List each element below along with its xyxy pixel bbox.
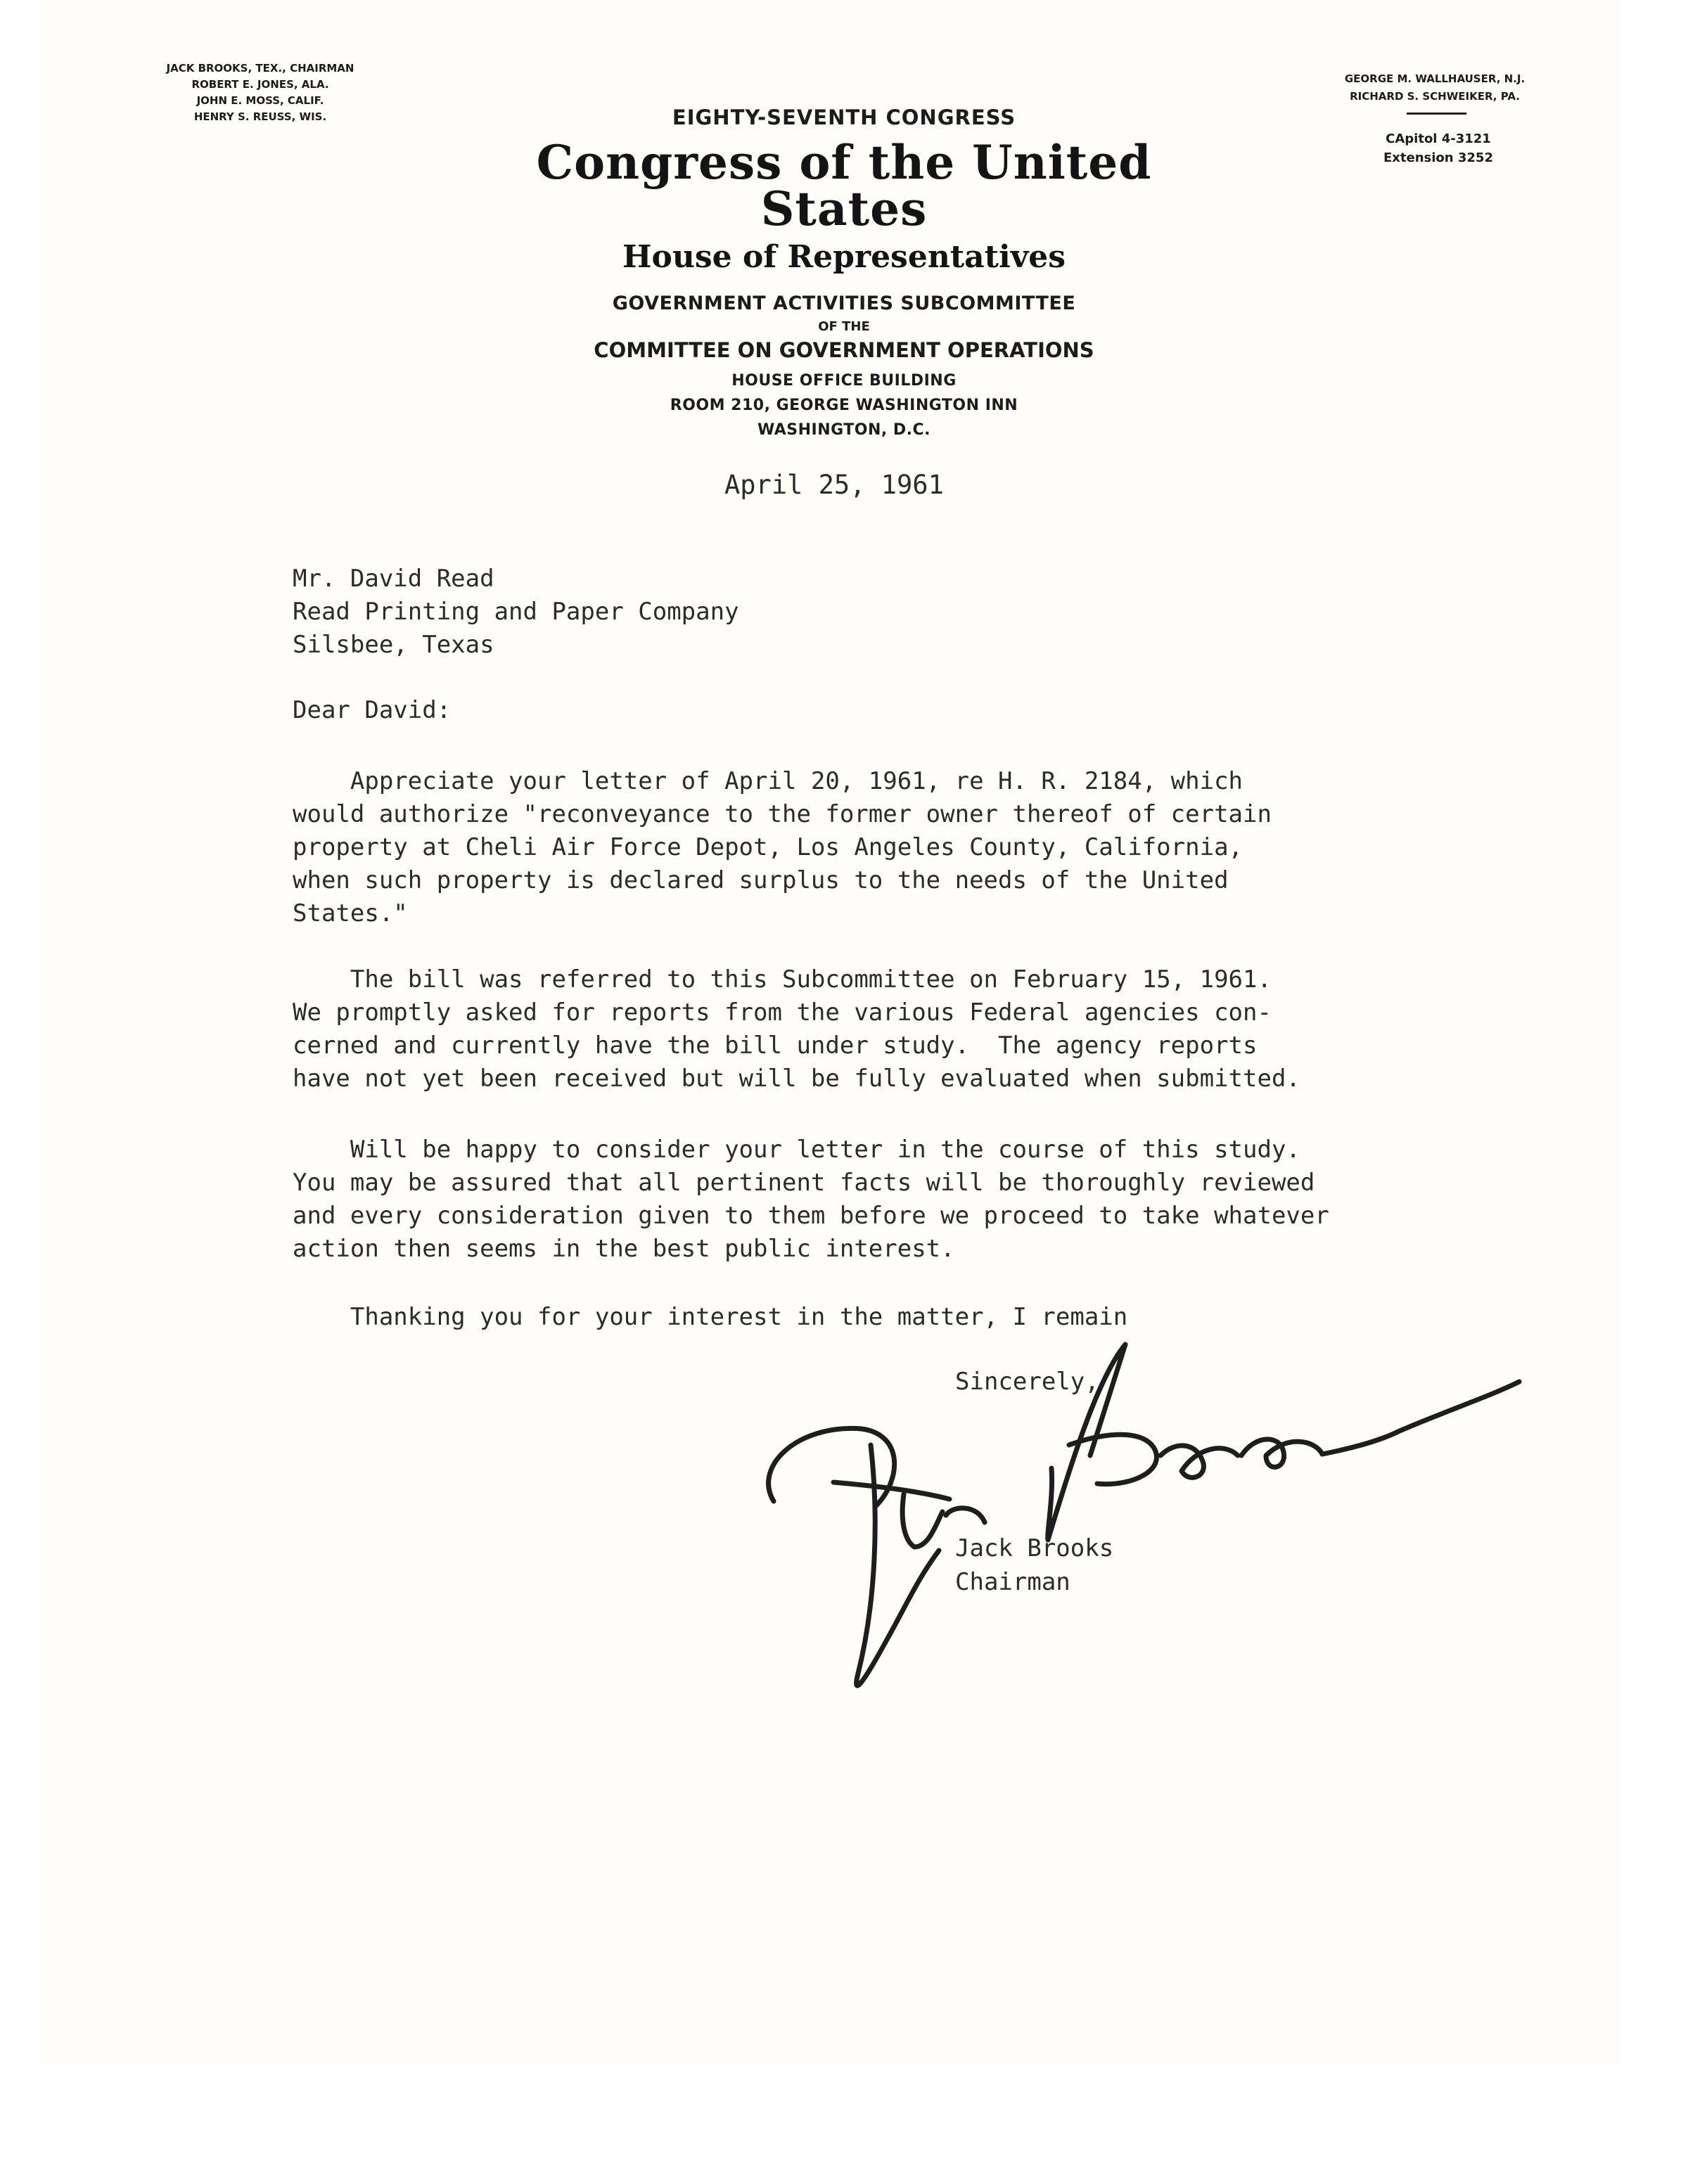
- room-address: ROOM 210, GEORGE WASHINGTON INN: [670, 397, 1018, 414]
- subcommittee-name: GOVERNMENT ACTIVITIES SUBCOMMITTEE: [612, 293, 1076, 314]
- addressee-line: Silsbee, Texas: [293, 631, 494, 659]
- signer-name: Jack Brooks: [955, 1534, 1114, 1562]
- salutation: Dear David:: [293, 696, 452, 724]
- body-paragraph: [293, 765, 1502, 930]
- member-name: JACK BROOKS, TEX., CHAIRMAN: [166, 62, 354, 75]
- member-name: JOHN E. MOSS, CALIF.: [196, 94, 324, 107]
- congress-title: Congress of the United States: [536, 135, 1152, 236]
- body-paragraph: [293, 1133, 1502, 1266]
- contact-divider: [1407, 113, 1466, 115]
- signer-title: Chairman: [955, 1568, 1070, 1596]
- of-the-label: OF THE: [818, 319, 870, 334]
- paragraph-line: You may be assured that all pertinent facts will be thoroughly reviewed: [293, 1169, 1315, 1197]
- addressee-line: Read Printing and Paper Company: [293, 598, 739, 626]
- complimentary-close: Sincerely,: [955, 1368, 1099, 1396]
- paragraph-line: have not yet been received but will be fully evaluated when submitted.: [293, 1065, 1300, 1093]
- letter-date: April 25, 1961: [724, 470, 944, 500]
- addressee-line: Mr. David Read: [293, 565, 494, 593]
- committee-members-minority: [1308, 70, 1561, 105]
- paragraph-line: Will be happy to consider your letter in the course of this study.: [293, 1136, 1300, 1164]
- congress-number: EIGHTY-SEVENTH CONGRESS: [672, 105, 1016, 129]
- paragraph-line: property at Cheli Air Force Depot, Los Angeles County, California,: [293, 833, 1243, 861]
- member-name: HENRY S. REUSS, WIS.: [193, 110, 327, 123]
- phone-extension: Extension 3252: [1383, 150, 1493, 165]
- paragraph-line: action then seems in the best public interest.: [293, 1235, 955, 1263]
- house-title: House of Representatives: [622, 239, 1066, 275]
- contact-info: [1364, 129, 1512, 167]
- body-paragraph: [293, 1301, 1502, 1334]
- committee-name: COMMITTEE ON GOVERNMENT OPERATIONS: [594, 338, 1094, 362]
- building-name: HOUSE OFFICE BUILDING: [731, 372, 957, 390]
- paragraph-line: and every consideration given to them before we proceed to take whatever: [293, 1202, 1329, 1230]
- member-name: ROBERT E. JONES, ALA.: [191, 78, 329, 91]
- letterhead: [457, 105, 1231, 439]
- paragraph-line: States.": [293, 899, 408, 927]
- addressee-block: [293, 563, 739, 662]
- paragraph-line: Thanking you for your interest in the matter, I remain: [293, 1303, 1128, 1331]
- paragraph-line: Appreciate your letter of April 20, 1961, re H. R. 2184, which: [293, 767, 1243, 795]
- phone-number: CApitol 4-3121: [1386, 131, 1491, 146]
- committee-members-majority: [134, 60, 387, 125]
- paragraph-line: The bill was referred to this Subcommittee on February 15, 1961.: [293, 965, 1272, 994]
- member-name: GEORGE M. WALLHAUSER, N.J.: [1344, 72, 1526, 85]
- body-paragraph: [293, 963, 1502, 1096]
- city: WASHINGTON, D.C.: [757, 421, 931, 439]
- paragraph-line: when such property is declared surplus to the needs of the United: [293, 866, 1229, 894]
- paragraph-line: We promptly asked for reports from the various Federal agencies con-: [293, 998, 1272, 1027]
- member-name: RICHARD S. SCHWEIKER, PA.: [1350, 90, 1520, 103]
- paragraph-line: would authorize "reconveyance to the former owner thereof of certain: [293, 800, 1272, 828]
- paragraph-line: cerned and currently have the bill under study. The agency reports: [293, 1032, 1258, 1060]
